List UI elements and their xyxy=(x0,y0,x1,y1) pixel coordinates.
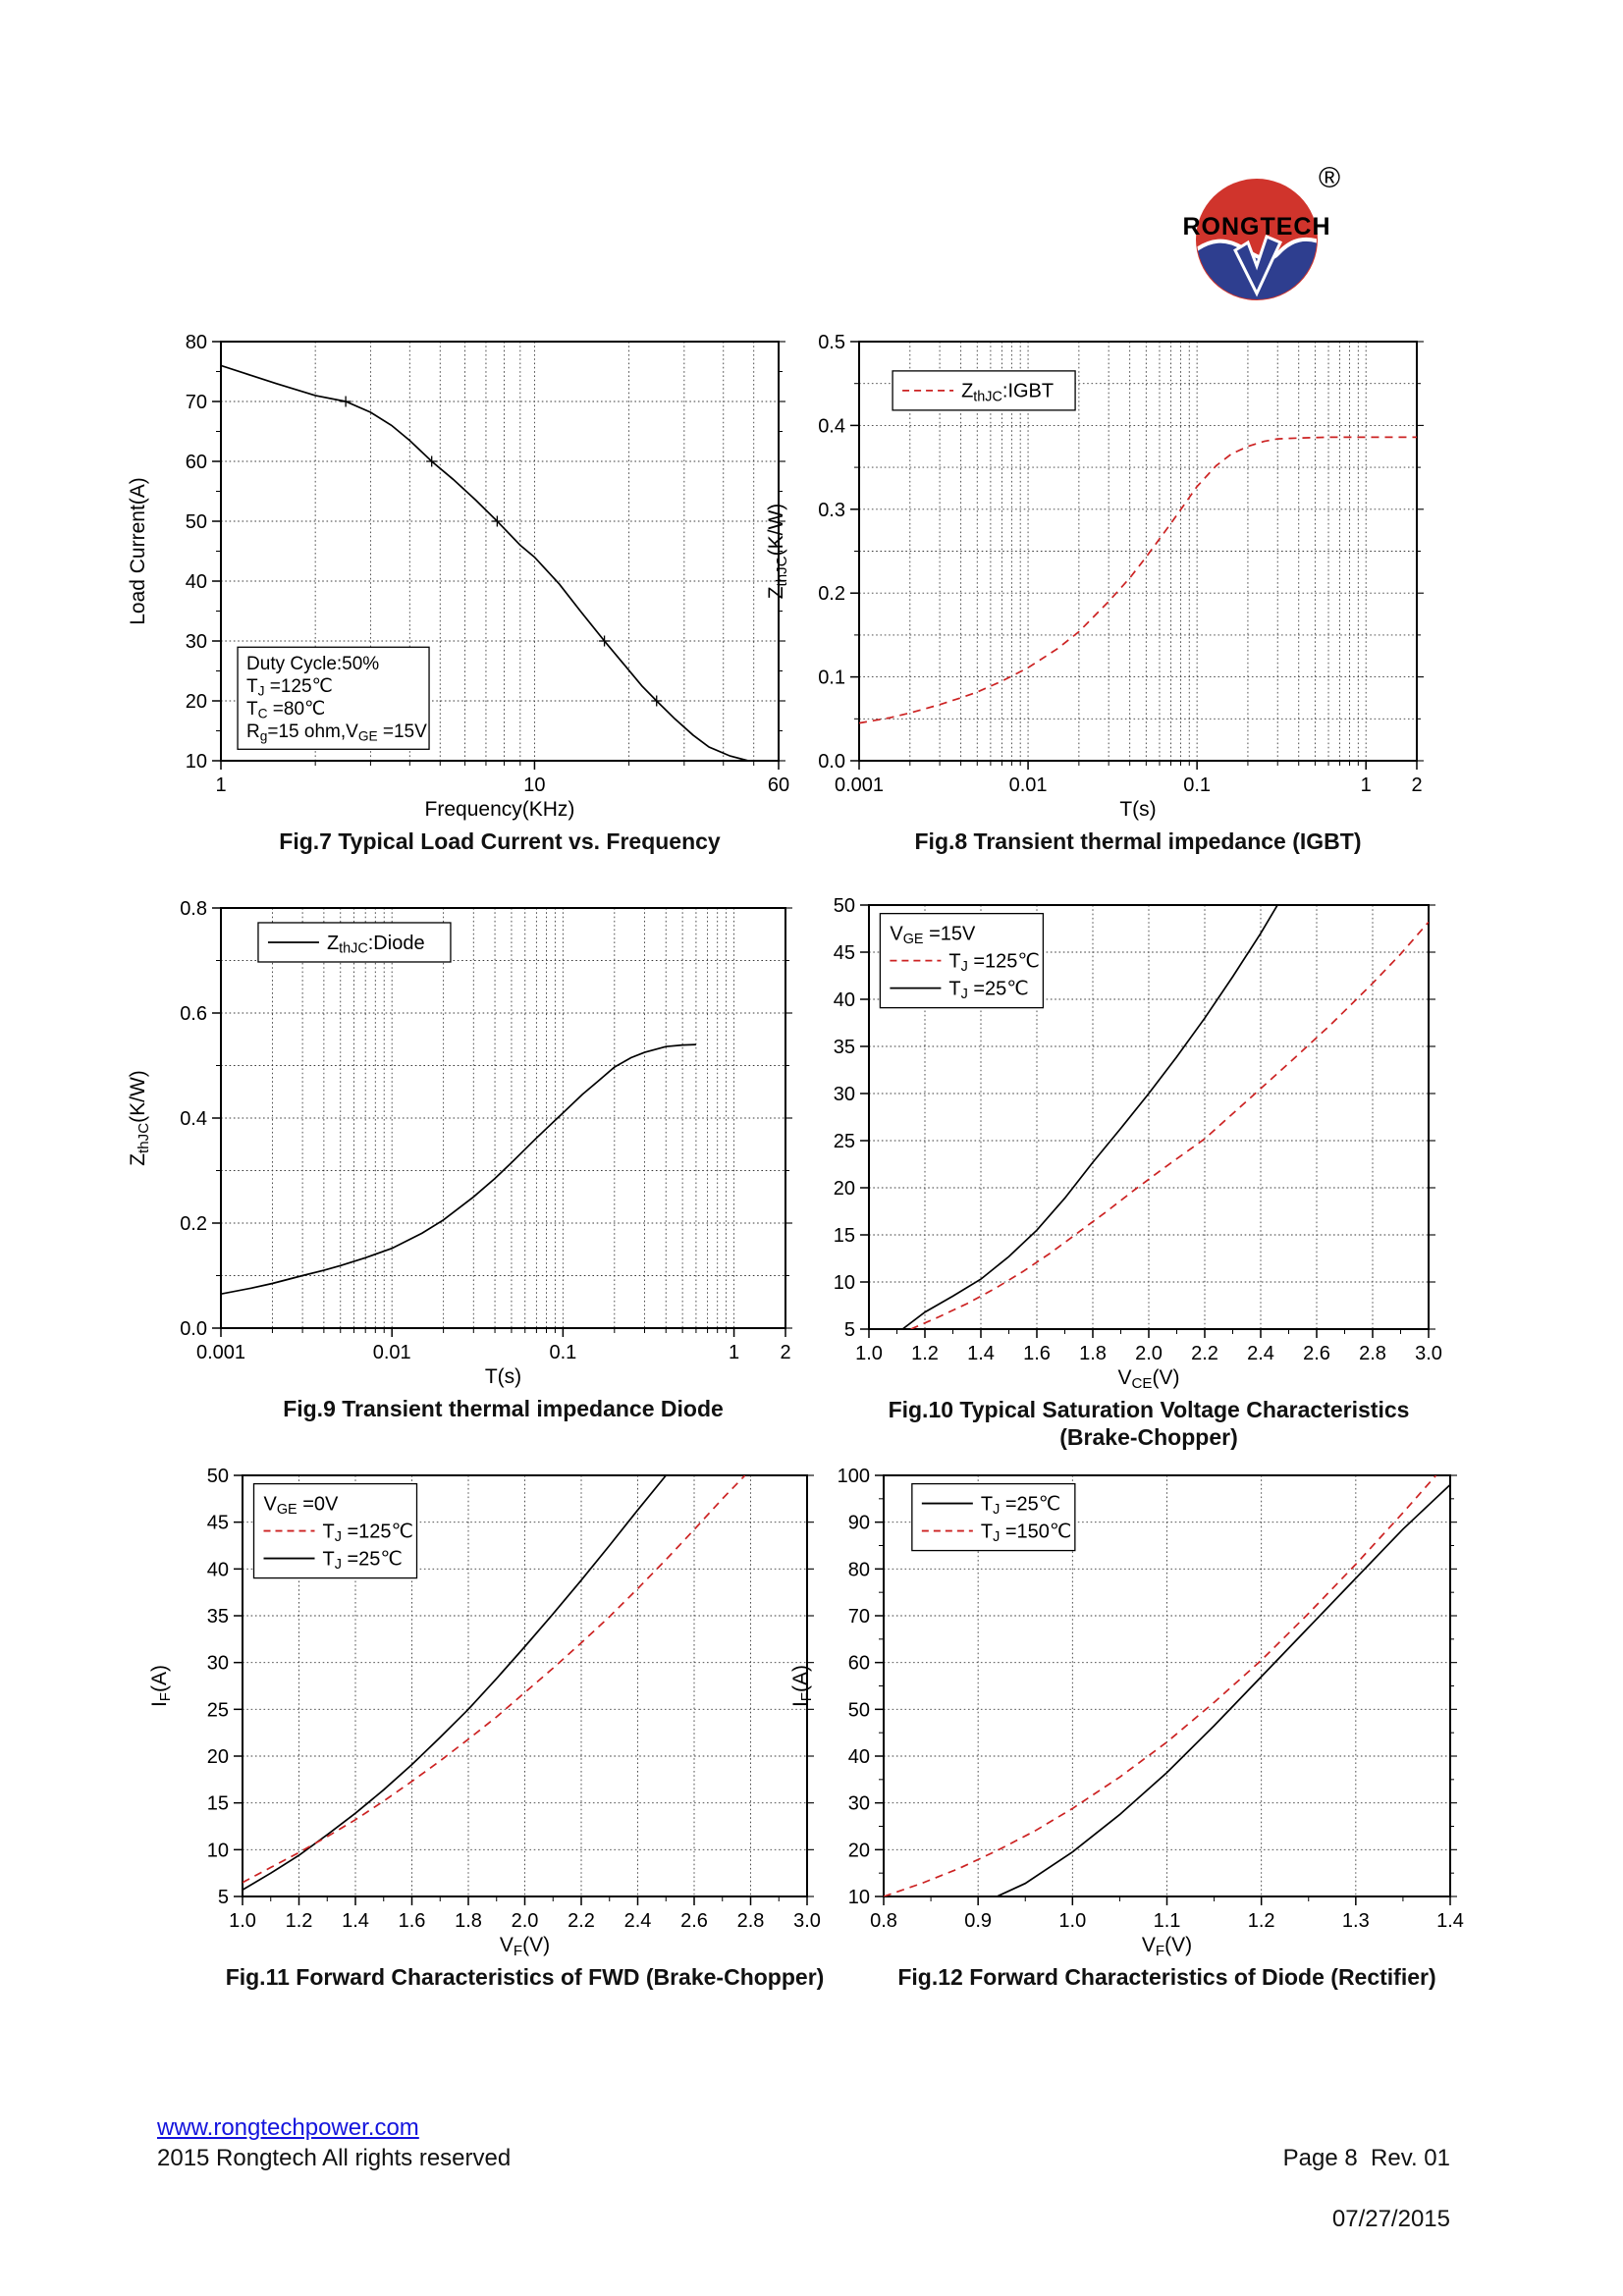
svg-text:5: 5 xyxy=(843,1319,855,1341)
svg-text:70: 70 xyxy=(185,392,207,413)
svg-text:2.0: 2.0 xyxy=(511,1910,539,1932)
svg-text:70: 70 xyxy=(847,1606,870,1628)
svg-text:1.0: 1.0 xyxy=(1058,1910,1087,1932)
svg-text:1.6: 1.6 xyxy=(1023,1343,1051,1364)
fig11-canvas xyxy=(139,1461,835,1957)
svg-text:30: 30 xyxy=(206,1652,229,1675)
svg-text:100: 100 xyxy=(837,1466,870,1487)
svg-text:1.4: 1.4 xyxy=(342,1910,369,1932)
svg-text:TC =80℃: TC =80℃ xyxy=(246,698,326,721)
fig9-caption: Fig.9 Transient thermal impedance Diode xyxy=(283,1396,724,1421)
date-text: 07/27/2015 xyxy=(1331,2206,1450,2232)
svg-text:1.8: 1.8 xyxy=(1079,1343,1107,1364)
svg-text:2: 2 xyxy=(1411,774,1423,796)
fig10-plot xyxy=(766,890,1456,1395)
svg-text:1.0: 1.0 xyxy=(229,1910,256,1932)
svg-text:40: 40 xyxy=(206,1559,229,1581)
svg-text:1.0: 1.0 xyxy=(855,1343,883,1364)
svg-text:VF(V): VF(V) xyxy=(499,1934,551,1957)
svg-text:45: 45 xyxy=(206,1512,229,1534)
fig8-plot xyxy=(756,327,1444,827)
svg-text:ZthJC(K/W): ZthJC(K/W) xyxy=(127,1070,152,1166)
svg-text:50: 50 xyxy=(833,895,855,917)
svg-text:15: 15 xyxy=(833,1225,855,1247)
fig10-figure xyxy=(766,890,1456,1451)
svg-text:35: 35 xyxy=(833,1037,855,1058)
fig9-plot xyxy=(118,893,813,1394)
fig11-caption: Fig.11 Forward Characteristics of FWD (Brake-Chopper) xyxy=(225,1964,825,1990)
svg-text:80: 80 xyxy=(185,332,207,353)
svg-text:35: 35 xyxy=(206,1606,229,1628)
svg-text:20: 20 xyxy=(833,1178,855,1200)
svg-text:25: 25 xyxy=(833,1131,855,1152)
svg-text:1.3: 1.3 xyxy=(1341,1910,1370,1932)
fig12-plot xyxy=(781,1461,1478,1962)
svg-text:2.8: 2.8 xyxy=(1359,1343,1386,1364)
svg-text:0.3: 0.3 xyxy=(818,499,845,521)
fig12-caption: Fig.12 Forward Characteristics of Diode (Rectifier) xyxy=(897,1964,1436,1990)
svg-text:0.4: 0.4 xyxy=(180,1108,207,1130)
svg-text:TJ =125℃: TJ =125℃ xyxy=(948,950,1040,976)
svg-text:1.8: 1.8 xyxy=(455,1910,482,1932)
svg-text:IF(A): IF(A) xyxy=(789,1664,815,1708)
fig7-canvas xyxy=(118,327,806,822)
svg-text:20: 20 xyxy=(847,1840,870,1862)
svg-text:TJ =25℃: TJ =25℃ xyxy=(948,978,1029,1003)
svg-text:60: 60 xyxy=(847,1652,870,1675)
svg-text:1: 1 xyxy=(215,774,227,796)
svg-text:1: 1 xyxy=(729,1342,740,1363)
svg-text:1.6: 1.6 xyxy=(398,1910,426,1932)
fig9-figure xyxy=(118,893,813,1422)
svg-text:5: 5 xyxy=(217,1887,229,1908)
svg-text:50: 50 xyxy=(847,1699,870,1722)
svg-text:TJ =25℃: TJ =25℃ xyxy=(322,1548,403,1574)
svg-text:2: 2 xyxy=(780,1342,791,1363)
svg-text:30: 30 xyxy=(185,631,207,653)
svg-text:TJ =25℃: TJ =25℃ xyxy=(980,1493,1061,1519)
svg-text:80: 80 xyxy=(847,1559,870,1581)
svg-text:Frequency(KHz): Frequency(KHz) xyxy=(424,798,575,821)
svg-text:0.2: 0.2 xyxy=(180,1213,207,1235)
svg-text:2.6: 2.6 xyxy=(1303,1343,1330,1364)
svg-text:15: 15 xyxy=(206,1792,229,1815)
svg-text:1.1: 1.1 xyxy=(1153,1910,1181,1932)
svg-text:0.001: 0.001 xyxy=(195,1342,246,1363)
svg-text:0.1: 0.1 xyxy=(549,1342,577,1363)
svg-text:VGE =15V: VGE =15V xyxy=(890,923,976,948)
svg-text:TJ =125℃: TJ =125℃ xyxy=(322,1521,413,1546)
svg-text:1.4: 1.4 xyxy=(1436,1910,1464,1932)
svg-text:2.2: 2.2 xyxy=(1191,1343,1218,1364)
svg-text:1.2: 1.2 xyxy=(1247,1910,1275,1932)
svg-text:30: 30 xyxy=(833,1084,855,1105)
svg-text:1.2: 1.2 xyxy=(911,1343,939,1364)
svg-text:2.6: 2.6 xyxy=(680,1910,708,1932)
fig7-plot xyxy=(118,327,806,827)
fig10-caption-line2: (Brake-Chopper) xyxy=(1059,1424,1238,1450)
fig8-caption: Fig.8 Transient thermal impedance (IGBT) xyxy=(914,828,1362,854)
svg-text:40: 40 xyxy=(833,989,855,1011)
svg-text:0.1: 0.1 xyxy=(818,667,845,689)
svg-text:TJ =150℃: TJ =150℃ xyxy=(980,1521,1072,1546)
fig9-canvas xyxy=(118,893,813,1389)
svg-text:20: 20 xyxy=(206,1746,229,1768)
fig8-figure xyxy=(756,327,1444,855)
fig10-canvas xyxy=(766,890,1456,1390)
svg-text:20: 20 xyxy=(185,691,207,713)
svg-text:50: 50 xyxy=(206,1466,229,1487)
svg-text:Rg=15 ohm,VGE =15V: Rg=15 ohm,VGE =15V xyxy=(246,721,427,744)
svg-text:ZthJC:Diode: ZthJC:Diode xyxy=(326,932,425,957)
svg-text:VF(V): VF(V) xyxy=(1141,1934,1193,1957)
svg-text:1.4: 1.4 xyxy=(967,1343,995,1364)
fig8-canvas xyxy=(756,327,1444,822)
fig10-caption: Fig.10 Typical Saturation Voltage Characteristics xyxy=(888,1397,1410,1422)
svg-text:30: 30 xyxy=(847,1792,870,1815)
svg-text:90: 90 xyxy=(847,1512,870,1534)
fig12-figure xyxy=(781,1461,1478,1991)
svg-text:T(s): T(s) xyxy=(1119,798,1157,821)
registered-trademark-icon: ® xyxy=(1318,162,1341,194)
fig7-figure xyxy=(118,327,806,855)
svg-text:0.2: 0.2 xyxy=(818,583,845,606)
svg-text:0.8: 0.8 xyxy=(870,1910,897,1932)
svg-text:10: 10 xyxy=(833,1272,855,1294)
svg-text:0.9: 0.9 xyxy=(964,1910,993,1932)
svg-text:0.6: 0.6 xyxy=(180,1003,207,1025)
svg-text:2.4: 2.4 xyxy=(1247,1343,1274,1364)
svg-text:60: 60 xyxy=(185,452,207,473)
rongtech-logo xyxy=(1170,136,1367,333)
page-rev-text: Page 8 Rev. 01 xyxy=(1282,2145,1450,2171)
svg-text:0.01: 0.01 xyxy=(1008,774,1048,796)
logo-wordmark: RONGTECH xyxy=(1182,213,1331,240)
svg-text:2.2: 2.2 xyxy=(568,1910,595,1932)
svg-text:IF(A): IF(A) xyxy=(148,1664,174,1708)
svg-text:ZthJC(K/W): ZthJC(K/W) xyxy=(765,503,790,600)
svg-text:VGE =0V: VGE =0V xyxy=(263,1493,339,1519)
svg-text:10: 10 xyxy=(847,1887,870,1908)
svg-text:10: 10 xyxy=(206,1840,229,1862)
svg-text:40: 40 xyxy=(847,1746,870,1768)
svg-text:0.0: 0.0 xyxy=(818,751,845,773)
svg-text:10: 10 xyxy=(185,751,207,773)
svg-text:TJ =125℃: TJ =125℃ xyxy=(246,675,333,699)
fig7-caption: Fig.7 Typical Load Current vs. Frequency xyxy=(279,828,721,854)
footer-right xyxy=(1257,2112,1450,2265)
svg-text:50: 50 xyxy=(185,511,207,533)
svg-text:VCE(V): VCE(V) xyxy=(1117,1366,1180,1390)
svg-text:0.01: 0.01 xyxy=(372,1342,411,1363)
copyright-text: 2015 Rongtech All rights reserved xyxy=(157,2145,512,2171)
svg-text:ZthJC:IGBT: ZthJC:IGBT xyxy=(961,380,1055,405)
fig12-canvas xyxy=(781,1461,1478,1957)
svg-text:1: 1 xyxy=(1360,774,1372,796)
svg-text:0.5: 0.5 xyxy=(818,332,845,353)
svg-text:0.1: 0.1 xyxy=(1183,774,1212,796)
rongtech-logo-canvas xyxy=(1170,136,1367,333)
svg-text:Load Current(A): Load Current(A) xyxy=(127,477,149,625)
svg-text:3.0: 3.0 xyxy=(1415,1343,1442,1364)
svg-text:2.0: 2.0 xyxy=(1135,1343,1163,1364)
svg-text:45: 45 xyxy=(833,942,855,964)
svg-text:0.8: 0.8 xyxy=(180,898,207,920)
website-link[interactable]: www.rongtechpower.com xyxy=(157,2114,419,2141)
footer-left xyxy=(157,2112,511,2173)
svg-text:T(s): T(s) xyxy=(484,1365,522,1388)
svg-text:1.2: 1.2 xyxy=(285,1910,313,1932)
svg-text:0.0: 0.0 xyxy=(180,1318,207,1340)
svg-text:3.0: 3.0 xyxy=(793,1910,821,1932)
svg-text:25: 25 xyxy=(206,1699,229,1722)
fig11-figure xyxy=(139,1461,835,1991)
fig11-plot xyxy=(139,1461,835,1962)
svg-text:2.8: 2.8 xyxy=(736,1910,765,1932)
svg-text:0.001: 0.001 xyxy=(834,774,885,796)
svg-text:Duty Cycle:50%: Duty Cycle:50% xyxy=(246,653,380,674)
svg-text:40: 40 xyxy=(185,571,207,593)
svg-text:2.4: 2.4 xyxy=(623,1910,652,1932)
svg-text:10: 10 xyxy=(523,774,546,796)
svg-text:0.4: 0.4 xyxy=(818,415,845,438)
svg-text:60: 60 xyxy=(767,774,790,796)
